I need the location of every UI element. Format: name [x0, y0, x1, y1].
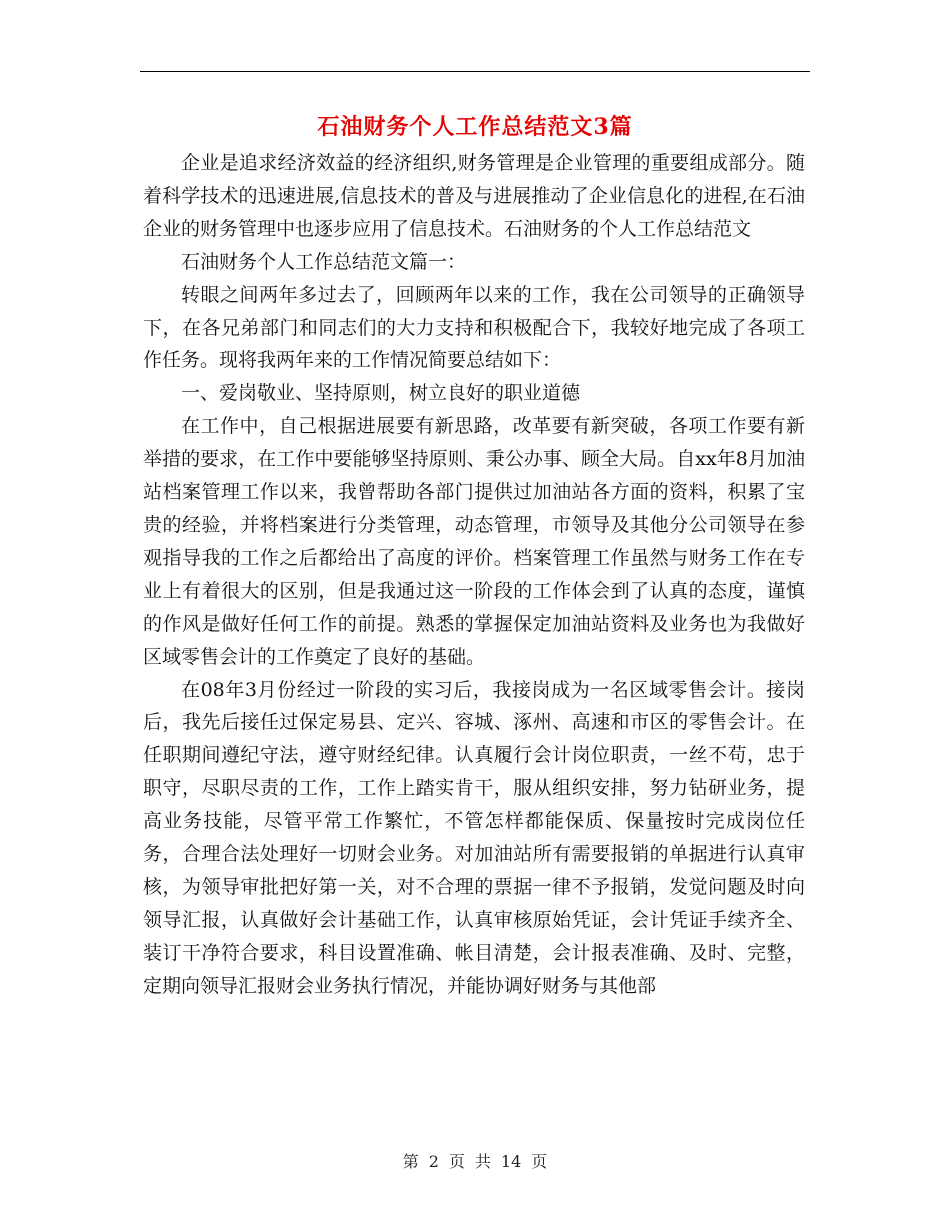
total-pages-number: 14: [500, 1152, 522, 1171]
footer-suffix: 页: [531, 1152, 548, 1171]
footer-prefix: 第: [402, 1152, 419, 1171]
body-paragraph: 转眼之间两年多过去了，回顾两年以来的工作，我在公司领导的正确领导下，在各兄弟部门和同志们的大力支持和积极配合下，我较好地完成了各项工作任务。现将我两年来的工作情况简要总结如下：: [143, 283, 805, 372]
header-rule: [140, 71, 810, 72]
document-title: 石油财务个人工作总结范文3篇: [317, 114, 633, 140]
current-page-number: 2: [428, 1152, 439, 1171]
intro-paragraph: 企业是追求经济效益的经济组织,财务管理是企业管理的重要组成部分。随着科学技术的迅速进展,信息技术的普及与进展推动了企业信息化的进程,在石油企业的财务管理中也逐步应用了信息技术。石油财务的个人工作总结范文: [143, 152, 805, 240]
section-heading: 石油财务个人工作总结范文篇一：: [181, 250, 467, 273]
footer-total-word: 共: [474, 1152, 491, 1171]
body-paragraph: 在工作中，自己根据进展要有新思路，改革要有新突破，各项工作要有新举措的要求，在工作中要能够坚持原则、秉公办事、顾全大局。自xx年8月加油站档案管理工作以来，我曾帮助各部门提供过加油站各方面的资料，积累了宝贵的经验，并将档案进行分类管理，动态管理，市领导及其他分公司领导在参观指导我的工作之后都给出了高度的评价。档案管理工作虽然与财务工作在专业上有着很大的区别，但是我通过这一阶段的工作体会到了认真的态度，谨慎的作风是做好任何工作的前提。熟悉的掌握保定加油站资料及业务也为我做好区域零售会计的工作奠定了良好的基础。: [143, 415, 805, 668]
footer-page-word: 页: [448, 1152, 465, 1171]
body-paragraph: 在08年3月份经过一阶段的实习后，我接岗成为一名区域零售会计。接岗后，我先后接任过保定易县、定兴、容城、涿州、高速和市区的零售会计。在任职期间遵纪守法，遵守财经纪律。认真履行会计岗位职责，一丝不苟，忠于职守，尽职尽责的工作，工作上踏实肯干，服从组织安排，努力钻研业务，提高业务技能，尽管平常工作繁忙，不管怎样都能保质、保量按时完成岗位任务，合理合法处理好一切财会业务。对加油站所有需要报销的单据进行认真审核，为领导审批把好第一关，对不合理的票据一律不予报销，发觉问题及时向领导汇报，认真做好会计基础工作，认真审核原始凭证，会计凭证手续齐全、装订干净符合要求，科目设置准确、帐目清楚，会计报表准确、及时、完整，定期向领导汇报财会业务执行情况，并能协调好财务与其他部: [143, 678, 805, 997]
sub-heading: 一、爱岗敬业、坚持原则，树立良好的职业道德: [181, 382, 581, 405]
document-body: [143, 147, 805, 1003]
page-footer: [140, 1150, 810, 1174]
